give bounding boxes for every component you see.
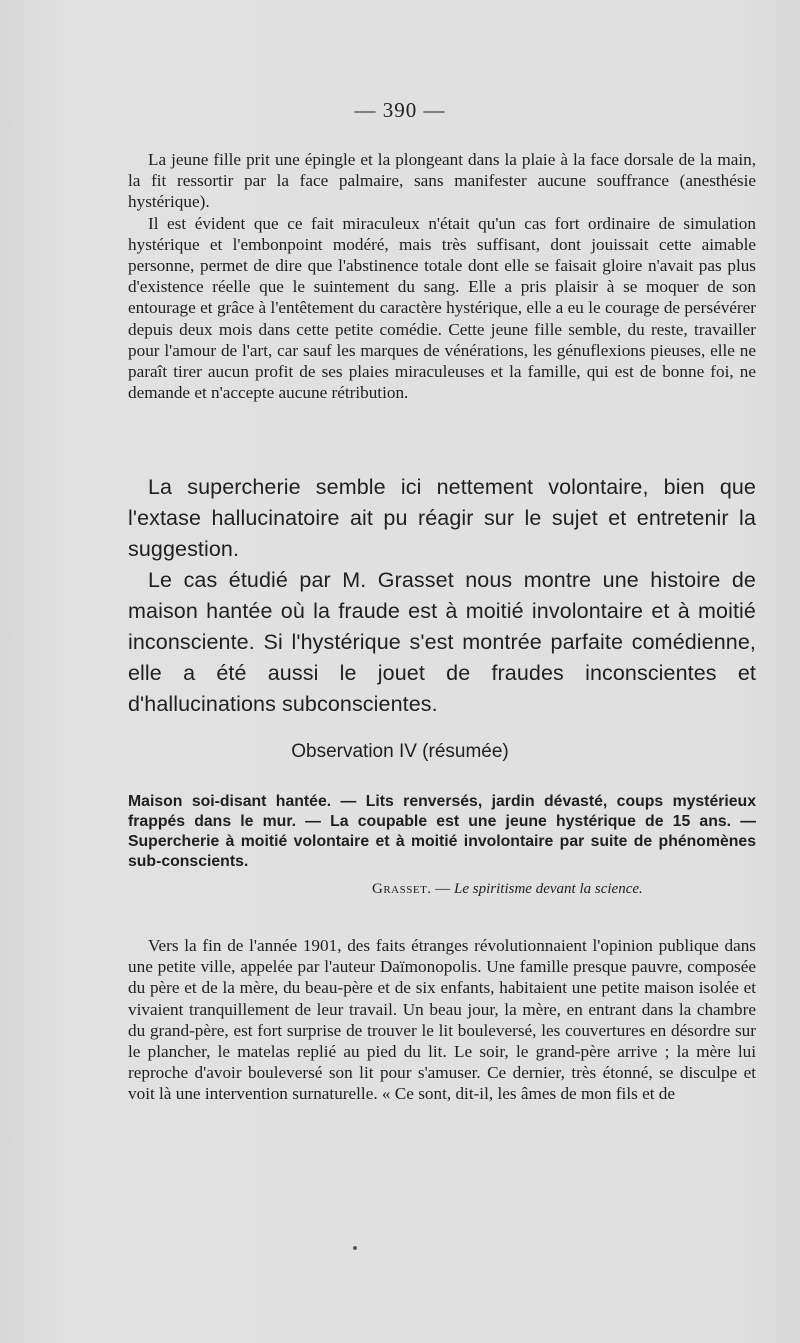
top-text-block — [128, 149, 756, 403]
paragraph: Il est évident que ce fait miraculeux n'était qu'un cas fort ordinaire de simulation hystérique et l'embonpoint modéré, mais très suffisant, dont jouissait cette aimable personne, permet de dire que l'abstinence totale dont elle se faisait gloire n'avait pas plus d'existence réelle que le suintement du sang. Elle a pris plaisir à se moquer de son entourage et grâce à l'entêtement du caractère hystérique, elle a eu le courage de persévérer depuis deux mois dans cette petite comédie. Cette jeune fille semble, du reste, travailler pour l'amour de l'art, car sauf les marques de vénérations, les génuflexions pieuses, elle ne paraît tirer aucun profit de ses plaies miraculeuses et la famille, qui est de bonne foi, ne demande et n'accepte aucune rétribution. — [128, 213, 756, 403]
paragraph: La supercherie semble ici nettement volontaire, bien que l'extase hallucinatoire ait pu réagir sur le sujet et entretenir la suggestion. — [128, 475, 756, 561]
large-text-block — [128, 472, 756, 720]
citation-separator: — — [431, 881, 455, 897]
citation-author: Grasset. — [372, 881, 432, 897]
bottom-text-block — [128, 935, 756, 1105]
paragraph: Vers la fin de l'année 1901, des faits étranges révolutionnaient l'opinion publique dans une petite ville, appelée par l'auteur Daïmonopolis. Une famille presque pauvre, composée du père et de la mère, du beau-père et de six enfants, habitaient une petite maison isolée et vivaient tranquillement de leur travail. Un beau jour, la mère, en entrant dans la chambre du grand-père, est fort surprise de trouver le lit bouleversé, les couvertures en désordre sur le plancher, le matelas replié au pied du lit. Le soir, le grand-père arrive ; la mère lui reproche d'avoir bouleversé son lit pour s'amuser. Ce dernier, très étonné, se disculpe et voit là une intervention surnaturelle. « Ce sont, dit-il, les âmes de mon fils et de — [128, 936, 756, 1104]
observation-heading: Observation IV (résumée) — [291, 741, 509, 762]
observation-summary: Maison soi-disant hantée. — Lits renversés, jardin dévasté, coups mystérieux frappés dans le mur. — La coupable est une jeune hystérique de 15 ans. — Supercherie à moitié volontaire et à moitié involontaire par suite de phénomènes sub-conscients. — [128, 793, 756, 870]
citation-work: Le spiritisme devant la science. — [454, 881, 643, 897]
paragraph: La jeune fille prit une épingle et la plongeant dans la plaie à la face dorsale de la main, la fit ressortir par la face palmaire, sans manifester aucune souffrance (anesthésie hystérique). — [128, 150, 756, 212]
page-number: — 390 — — [354, 98, 446, 122]
citation — [372, 881, 752, 898]
ink-speck — [353, 1246, 357, 1250]
paragraph: Le cas étudié par M. Grasset nous montre une histoire de maison hantée où la fraude est à moitié involontaire et à moitié inconsciente. Si l'hystérique s'est montrée parfaite comédienne, elle a été aussi le jouet de fraudes inconscientes et d'hallucinations subconscientes. — [128, 568, 756, 716]
